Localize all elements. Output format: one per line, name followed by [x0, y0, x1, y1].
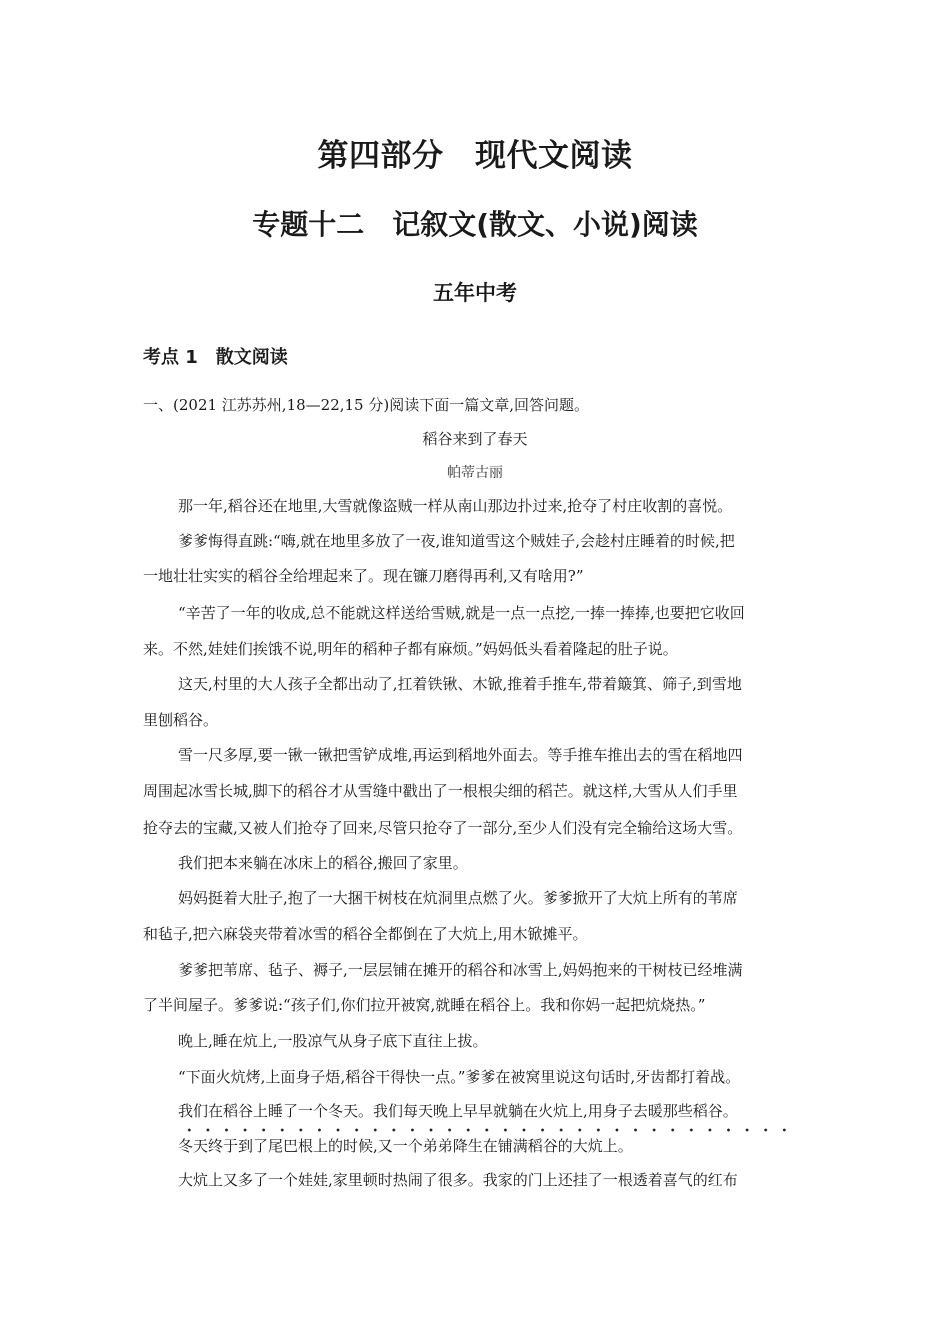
- article-title: 稻谷来到了春天: [422, 430, 528, 448]
- text-line: 那一年,稻谷还在地里,大雪就像盗贼一样从南山那边扑过来,抢夺了村庄收割的喜悦。: [178, 497, 733, 515]
- text-line: 一地壮壮实实的稻谷全给埋起来了。现在镰刀磨得再利,又有啥用?”: [143, 567, 584, 585]
- emphasized-text-line: 我们在稻谷上睡了一个冬天。我们每天晚上早早就躺在火炕上,用身子去暖那些稻谷。: [178, 1102, 738, 1120]
- text-line: 大炕上又多了一个娃娃,家里顿时热闹了很多。我家的门上还挂了一根透着喜气的红布: [178, 1171, 738, 1189]
- text-line: 冬天终于到了尾巴根上的时候,又一个弟弟降生在铺满稻谷的大炕上。: [178, 1137, 633, 1155]
- text-line: “下面火炕烤,上面身子焐,稻谷干得快一点。”爹爹在被窝里说这句话时,牙齿都打着战。: [178, 1068, 741, 1086]
- text-line: 里刨稻谷。: [143, 711, 219, 729]
- text-line: 了半间屋子。爹爹说:“孩子们,你们拉开被窝,就睡在稻谷上。我和你妈一起把炕烧热。”: [143, 996, 706, 1014]
- text-line: 我们把本来躺在冰床上的稻谷,搬回了家里。: [178, 854, 468, 872]
- part-title: 第四部分 现代文阅读: [317, 138, 633, 174]
- text-line: 爹爹把苇席、毡子、褥子,一层层铺在摊开的稻谷和冰雪上,妈妈抱来的干树枝已经堆满: [178, 961, 743, 979]
- text-line: 抢夺去的宝藏,又被人们抢夺了回来,尽管只抢夺了一部分,至少人们没有完全输给这场大雪。: [143, 819, 743, 837]
- question-intro: 一、(2021 江苏苏州,18—22,15 分)阅读下面一篇文章,回答问题。: [143, 396, 589, 414]
- text-line: “辛苦了一年的收成,总不能就这样送给雪贼,就是一点一点挖,一捧一捧捧,也要把它收回: [178, 604, 745, 622]
- text-line: 和毡子,把六麻袋夹带着冰雪的稻谷全都倒在了大炕上,用木锨摊平。: [143, 925, 588, 943]
- text-line: 这天,村里的大人孩子全都出动了,扛着铁锹、木锨,推着手推车,带着簸箕、筛子,到雪地: [178, 675, 742, 693]
- text-line: 来。不然,娃娃们挨饿不说,明年的稻种子都有麻烦。”妈妈低头看着隆起的肚子说。: [143, 640, 678, 658]
- text-line: 晚上,睡在炕上,一股凉气从身子底下直往上拔。: [178, 1032, 488, 1050]
- text-line: 妈妈挺着大肚子,抱了一大捆干树枝在炕洞里点燃了火。爹爹掀开了大炕上所有的苇席: [178, 889, 738, 907]
- text-line: 爹爹悔得直跳:“嗨,就在地里多放了一夜,谁知道雪这个贼娃子,会趁村庄睡着的时候,把: [178, 532, 735, 550]
- text-line: 雪一尺多厚,要一锹一锹把雪铲成堆,再运到稻地外面去。等手推车推出去的雪在稻地四: [178, 746, 743, 764]
- section-title: 五年中考: [433, 281, 517, 305]
- kaodian-heading: 考点 1 散文阅读: [143, 347, 288, 368]
- topic-title: 专题十二 记叙文(散文、小说)阅读: [252, 208, 698, 241]
- article-author: 帕蒂古丽: [447, 465, 503, 481]
- text-line: 周围起冰雪长城,脚下的稻谷才从雪缝中戳出了一根根尖细的稻芒。就这样,大雪从人们手里: [143, 782, 738, 800]
- emphasis-dots: [180, 1127, 794, 1133]
